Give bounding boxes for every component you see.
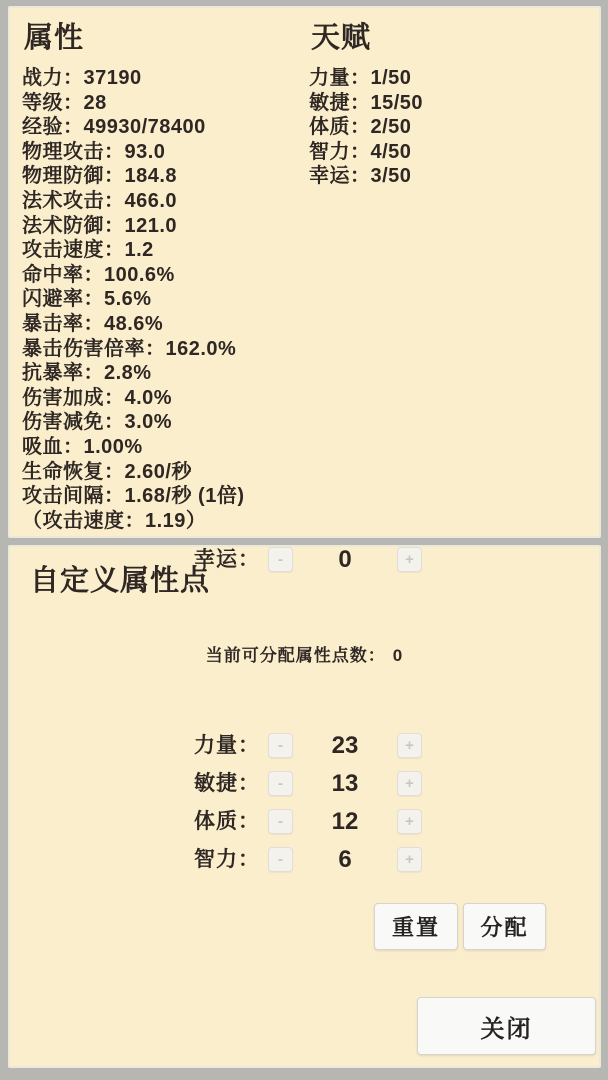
talents-title: 天赋 [311, 22, 372, 54]
talent-intelligence: 智力：4/50 [309, 140, 412, 163]
allocation-row-constitution [10, 809, 599, 835]
available-points-line [10, 641, 599, 666]
talent-strength: 力量：1/50 [309, 67, 412, 89]
stat-magic-attack: 法术攻击：466.0 [22, 189, 178, 212]
allocation-panel [8, 545, 601, 1068]
stat-magic-defense: 法术防御：121.0 [22, 214, 178, 237]
talents-list [309, 66, 423, 189]
stat-damage-bonus: 伤害加成：4.0% [22, 386, 173, 409]
stat-attack-interval: 攻击间隔：1.68/秒 (1倍) [22, 485, 245, 508]
attributes-title: 属性 [24, 22, 85, 54]
agility-plus-button[interactable]: + [397, 771, 422, 796]
allocation-title: 自定义属性点 [30, 565, 211, 597]
row-label: 体质： [194, 810, 260, 833]
strength-minus-button[interactable]: - [268, 733, 293, 758]
luck-value: 0 [338, 546, 352, 573]
agility-value: 13 [331, 770, 359, 797]
stat-dodge-rate: 闪避率：5.6% [22, 288, 152, 311]
talent-luck: 幸运：3/50 [309, 165, 412, 188]
stat-attack-speed-note: （攻击速度：1.19） [22, 509, 207, 532]
intelligence-minus-button[interactable]: - [268, 847, 293, 872]
stat-crit-damage: 暴击伤害倍率：162.0% [22, 337, 237, 360]
attributes-list [22, 66, 244, 533]
close-button[interactable]: 关闭 [417, 997, 596, 1055]
luck-plus-button[interactable]: + [397, 547, 422, 572]
strength-plus-button[interactable]: + [397, 733, 422, 758]
stat-crit-rate: 暴击率：48.6% [22, 312, 164, 335]
constitution-value: 12 [331, 808, 359, 835]
reset-button[interactable]: 重置 [374, 903, 458, 950]
stat-lifesteal: 吸血：1.00% [22, 435, 143, 458]
stat-phys-defense: 物理防御：184.8 [22, 165, 178, 188]
constitution-plus-button[interactable]: + [397, 809, 422, 834]
talent-agility: 敏捷：15/50 [309, 91, 424, 114]
stat-crit-resist: 抗暴率：2.8% [22, 362, 152, 385]
strength-value: 23 [331, 732, 359, 759]
stat-damage-reduction: 伤害减免：3.0% [22, 411, 173, 434]
stat-hp-regen: 生命恢复：2.60/秒 [22, 460, 192, 483]
row-label: 敏捷： [194, 772, 260, 795]
constitution-minus-button[interactable]: - [268, 809, 293, 834]
row-label: 智力： [194, 848, 260, 871]
row-label: 力量： [194, 734, 260, 757]
intelligence-plus-button[interactable]: + [397, 847, 422, 872]
stat-level: 等级：28 [22, 91, 107, 114]
stat-exp: 经验：49930/78400 [22, 116, 206, 139]
available-points-value: 0 [392, 646, 404, 665]
assign-button[interactable]: 分配 [463, 903, 546, 950]
allocation-row-agility [10, 771, 599, 797]
stat-power: 战力：37190 [22, 67, 142, 89]
attributes-panel [8, 6, 601, 538]
agility-minus-button[interactable]: - [268, 771, 293, 796]
stat-attack-speed: 攻击速度：1.2 [22, 239, 154, 262]
stat-phys-attack: 物理攻击：93.0 [22, 140, 166, 163]
row-label: 幸运： [194, 548, 260, 571]
talent-constitution: 体质：2/50 [309, 116, 412, 139]
allocation-row-intelligence [10, 847, 599, 873]
allocation-row-strength [10, 733, 599, 759]
available-points-label: 当前可分配属性点数： [205, 646, 386, 665]
allocation-row-luck [10, 547, 599, 573]
stat-hit-rate: 命中率：100.6% [22, 263, 175, 286]
intelligence-value: 6 [338, 846, 352, 873]
luck-minus-button[interactable]: - [268, 547, 293, 572]
